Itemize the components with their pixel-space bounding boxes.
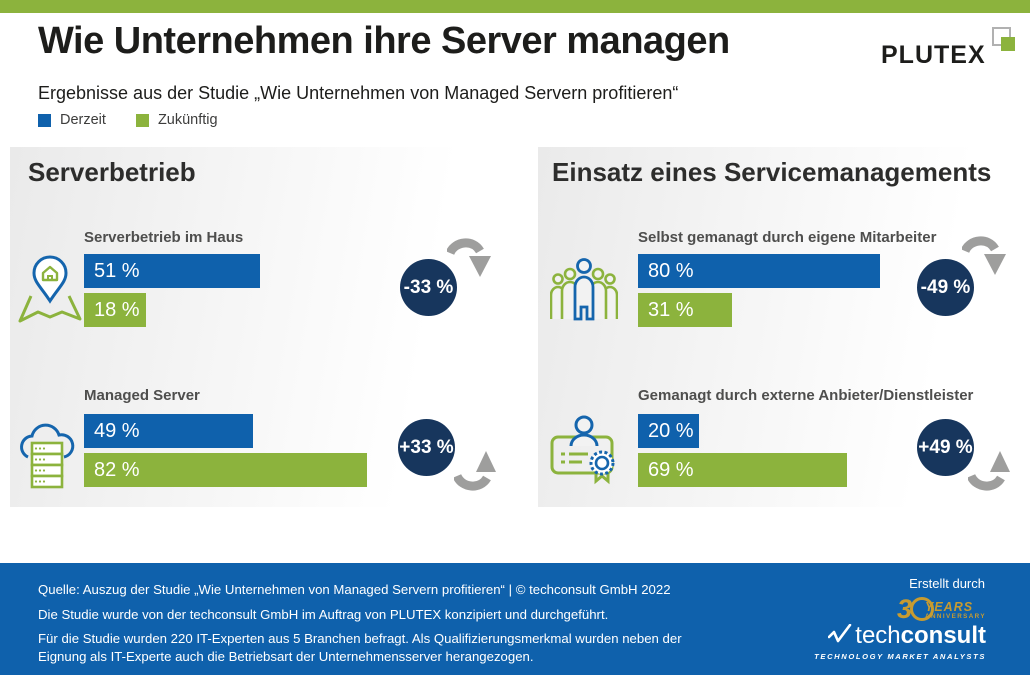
bar-value-label: 82 %	[94, 458, 140, 481]
bar-value-label: 31 %	[648, 298, 694, 321]
footer	[0, 563, 1030, 675]
group-label: Gemanagt durch externe Anbieter/Dienstleister	[638, 387, 974, 404]
bar-future	[638, 293, 732, 327]
bar-current	[84, 254, 260, 288]
bar-value-label: 18 %	[94, 298, 140, 321]
anniversary-number: 3	[896, 594, 912, 624]
page-title: Wie Unternehmen ihre Server managen	[38, 20, 730, 62]
legend-item-derzeit	[38, 112, 106, 128]
arrow-up-icon	[454, 435, 496, 496]
page-subtitle: Ergebnisse aus der Studie „Wie Unternehmen von Managed Servern profitieren“	[38, 83, 679, 103]
bar-value-label: 20 %	[648, 419, 694, 442]
group-label: Serverbetrieb im Haus	[84, 229, 244, 246]
techconsult-wordmark	[828, 623, 986, 649]
bar-future	[638, 453, 847, 487]
bar-value-label: 49 %	[94, 419, 140, 442]
legend	[38, 112, 218, 128]
team-icon	[550, 257, 618, 328]
bar-current	[638, 254, 880, 288]
techconsult-logo	[814, 596, 986, 661]
bar-value-label: 80 %	[648, 259, 694, 282]
change-badge-down: -49 %	[917, 259, 974, 316]
bar-value-label: 69 %	[648, 458, 694, 481]
change-badge-up: +33 %	[398, 419, 455, 476]
bar-value-label: 51 %	[94, 259, 140, 282]
panel-title: Serverbetrieb	[28, 157, 196, 187]
legend-swatch-green	[136, 114, 149, 127]
checkmark-icon	[828, 624, 852, 649]
legend-item-zukuenftig	[136, 112, 218, 128]
arrow-down-icon	[962, 235, 1006, 292]
footer-source-line: Quelle: Auszug der Studie „Wie Unternehmen von Managed Servern profitieren“ | © techconsult GmbH 2022	[38, 582, 671, 597]
techconsult-tagline: TECHNOLOGY MARKET ANALYSTS	[814, 652, 986, 661]
plutex-logo-square-green	[1001, 37, 1015, 51]
bar-current	[638, 414, 699, 448]
group-label: Managed Server	[84, 387, 200, 404]
group-label: Selbst gemanagt durch eigene Mitarbeiter	[638, 229, 937, 246]
panel-serverbetrieb	[10, 147, 508, 507]
bar-future	[84, 453, 367, 487]
bar-current	[84, 414, 253, 448]
certificate-badge-icon	[548, 413, 622, 490]
cloud-server-icon	[14, 419, 78, 494]
wordmark-consult: consult	[900, 622, 986, 649]
anniversary-label: ANNIVERSARY	[925, 613, 986, 620]
anniversary-years-label: YEARS	[925, 600, 974, 614]
bar-future	[84, 293, 146, 327]
wordmark-tech: tech	[855, 622, 901, 649]
panel-servicemanagement	[538, 147, 1020, 507]
arrow-down-icon	[447, 237, 491, 294]
change-badge-down: -33 %	[400, 259, 457, 316]
legend-swatch-blue	[38, 114, 51, 127]
panel-title: Einsatz eines Servicemanagements	[552, 157, 992, 187]
legend-label: Derzeit	[60, 112, 106, 128]
top-accent-bar	[0, 0, 1030, 13]
plutex-logo: PLUTEX	[881, 41, 986, 69]
arrow-up-icon	[968, 435, 1010, 496]
legend-label: Zukünftig	[157, 112, 218, 128]
change-badge-up: +49 %	[917, 419, 974, 476]
map-pin-house-icon	[18, 253, 82, 330]
footer-study-line: Die Studie wurde von der techconsult GmbH im Auftrag von PLUTEX konzipiert und durchgeführt.	[38, 607, 609, 622]
footer-method-paragraph: Für die Studie wurden 220 IT-Experten aus 5 Branchen befragt. Als Qualifizierungsmerkmal wurden neben der Eignung als IT-Experte auch die Betriebsart der Unternehmensserver herangezogen.	[38, 631, 682, 664]
techconsult-anniversary	[897, 596, 986, 622]
erstellt-durch-label: Erstellt durch	[909, 576, 985, 591]
